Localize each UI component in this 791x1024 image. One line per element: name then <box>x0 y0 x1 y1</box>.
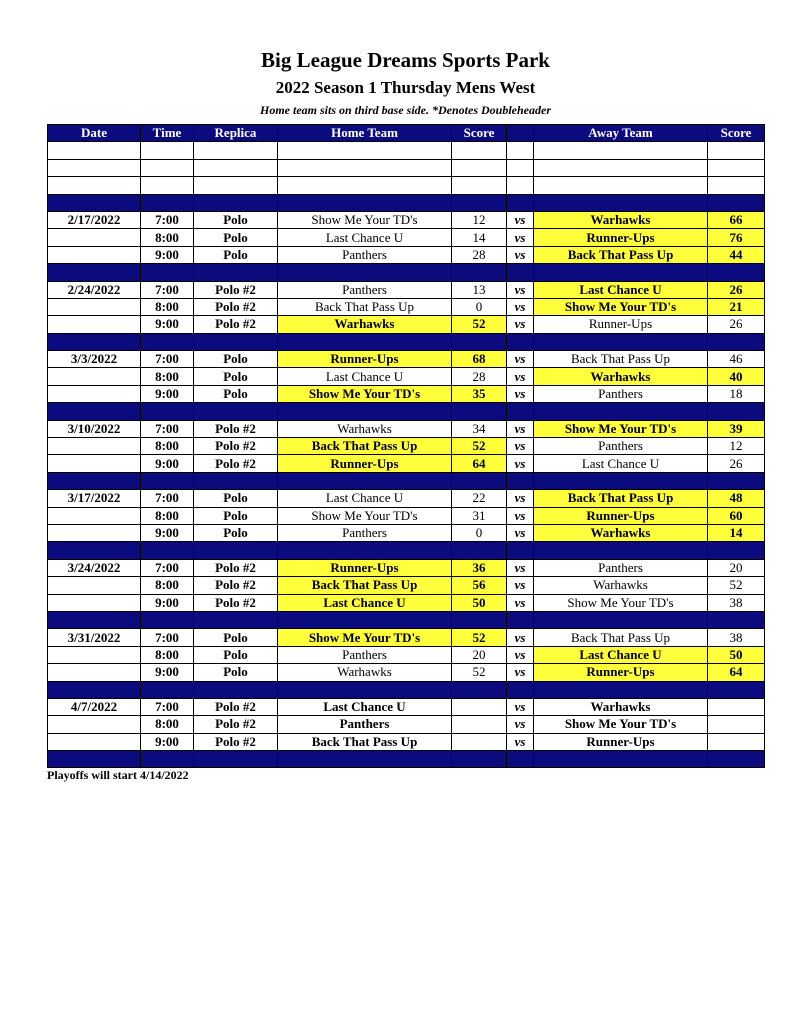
game-date-empty <box>48 524 141 541</box>
game-date-empty <box>48 716 141 733</box>
blank-row <box>48 177 765 194</box>
home-team: Show Me Your TD's <box>278 211 452 228</box>
away-team: Back That Pass Up <box>534 351 708 368</box>
home-team: Last Chance U <box>278 229 452 246</box>
home-score: 22 <box>452 490 507 507</box>
game-row <box>48 507 765 524</box>
home-score: 13 <box>452 281 507 298</box>
vs-label: vs <box>507 629 534 646</box>
away-team: Runner-Ups <box>534 507 708 524</box>
away-team: Show Me Your TD's <box>534 716 708 733</box>
game-date: 3/17/2022 <box>48 490 141 507</box>
home-score: 52 <box>452 664 507 681</box>
away-team: Show Me Your TD's <box>534 594 708 611</box>
game-date-empty <box>48 507 141 524</box>
vs-label: vs <box>507 281 534 298</box>
away-score: 26 <box>708 281 765 298</box>
away-score: 38 <box>708 594 765 611</box>
game-row <box>48 716 765 733</box>
home-team-note: Home team sits on third base side. *Denotes Doubleheader <box>260 103 551 117</box>
home-team: Panthers <box>278 246 452 263</box>
game-row <box>48 733 765 750</box>
home-team: Back That Pass Up <box>278 733 452 750</box>
column-header-away-team: Away Team <box>534 125 708 142</box>
week-separator-row <box>48 333 765 350</box>
vs-label: vs <box>507 733 534 750</box>
away-team: Panthers <box>534 385 708 402</box>
schedule-table <box>47 124 765 768</box>
game-row <box>48 316 765 333</box>
home-team: Last Chance U <box>278 368 452 385</box>
game-field: Polo #2 <box>194 316 278 333</box>
game-field: Polo <box>194 211 278 228</box>
game-field: Polo <box>194 507 278 524</box>
game-row <box>48 246 765 263</box>
game-field: Polo #2 <box>194 577 278 594</box>
schedule-body <box>48 142 765 768</box>
home-team: Back That Pass Up <box>278 298 452 315</box>
game-date: 3/31/2022 <box>48 629 141 646</box>
away-score: 20 <box>708 559 765 576</box>
game-date-empty <box>48 385 141 402</box>
game-date: 2/17/2022 <box>48 211 141 228</box>
game-time: 8:00 <box>141 368 194 385</box>
game-field: Polo #2 <box>194 716 278 733</box>
vs-label: vs <box>507 594 534 611</box>
game-date-empty <box>48 229 141 246</box>
game-field: Polo #2 <box>194 420 278 437</box>
game-row <box>48 664 765 681</box>
game-time: 9:00 <box>141 455 194 472</box>
away-team: Runner-Ups <box>534 664 708 681</box>
column-header-home-score: Score <box>452 125 507 142</box>
game-time: 8:00 <box>141 646 194 663</box>
game-time: 9:00 <box>141 246 194 263</box>
game-date-empty <box>48 316 141 333</box>
game-field: Polo <box>194 368 278 385</box>
week-separator-row <box>48 403 765 420</box>
blank-row <box>48 142 765 159</box>
game-field: Polo #2 <box>194 455 278 472</box>
game-row <box>48 524 765 541</box>
week-separator-row <box>48 264 765 281</box>
game-date-empty <box>48 298 141 315</box>
game-field: Polo #2 <box>194 438 278 455</box>
home-score <box>452 733 507 750</box>
away-team: Runner-Ups <box>534 733 708 750</box>
game-row <box>48 281 765 298</box>
game-row <box>48 351 765 368</box>
home-team: Panthers <box>278 281 452 298</box>
home-score: 56 <box>452 577 507 594</box>
game-date-empty <box>48 438 141 455</box>
game-field: Polo #2 <box>194 594 278 611</box>
home-team: Show Me Your TD's <box>278 507 452 524</box>
away-team: Last Chance U <box>534 646 708 663</box>
home-team: Back That Pass Up <box>278 577 452 594</box>
home-score: 36 <box>452 559 507 576</box>
away-score <box>708 698 765 715</box>
home-team: Runner-Ups <box>278 455 452 472</box>
away-score: 26 <box>708 455 765 472</box>
game-time: 8:00 <box>141 507 194 524</box>
away-team: Back That Pass Up <box>534 629 708 646</box>
game-field: Polo <box>194 229 278 246</box>
away-score: 46 <box>708 351 765 368</box>
game-row <box>48 385 765 402</box>
game-field: Polo #2 <box>194 298 278 315</box>
game-row <box>48 229 765 246</box>
vs-label: vs <box>507 559 534 576</box>
vs-label: vs <box>507 229 534 246</box>
game-row <box>48 490 765 507</box>
game-row <box>48 559 765 576</box>
game-time: 7:00 <box>141 698 194 715</box>
game-date-empty <box>48 733 141 750</box>
game-time: 7:00 <box>141 281 194 298</box>
away-score: 76 <box>708 229 765 246</box>
vs-label: vs <box>507 316 534 333</box>
home-score: 52 <box>452 316 507 333</box>
game-row <box>48 594 765 611</box>
vs-label: vs <box>507 351 534 368</box>
game-time: 7:00 <box>141 559 194 576</box>
column-header-time: Time <box>141 125 194 142</box>
playoffs-note: Playoffs will start 4/14/2022 <box>47 768 189 782</box>
away-team: Back That Pass Up <box>534 246 708 263</box>
vs-label: vs <box>507 420 534 437</box>
game-field: Polo #2 <box>194 698 278 715</box>
home-score: 0 <box>452 524 507 541</box>
away-score: 48 <box>708 490 765 507</box>
game-time: 7:00 <box>141 420 194 437</box>
away-team: Runner-Ups <box>534 229 708 246</box>
home-score: 64 <box>452 455 507 472</box>
column-header-replica: Replica <box>194 125 278 142</box>
game-row <box>48 368 765 385</box>
game-time: 7:00 <box>141 351 194 368</box>
home-team: Runner-Ups <box>278 559 452 576</box>
vs-label: vs <box>507 438 534 455</box>
vs-label: vs <box>507 646 534 663</box>
game-time: 9:00 <box>141 385 194 402</box>
away-team: Panthers <box>534 438 708 455</box>
game-time: 8:00 <box>141 298 194 315</box>
game-field: Polo <box>194 629 278 646</box>
game-date-empty <box>48 594 141 611</box>
week-separator-row <box>48 611 765 628</box>
home-score: 12 <box>452 211 507 228</box>
away-score: 14 <box>708 524 765 541</box>
game-date-empty <box>48 246 141 263</box>
game-row <box>48 298 765 315</box>
page-subtitle: 2022 Season 1 Thursday Mens West <box>275 78 536 97</box>
game-date: 4/7/2022 <box>48 698 141 715</box>
vs-label: vs <box>507 211 534 228</box>
vs-label: vs <box>507 577 534 594</box>
header-row <box>48 125 765 142</box>
home-team: Back That Pass Up <box>278 438 452 455</box>
game-row <box>48 420 765 437</box>
home-score: 14 <box>452 229 507 246</box>
game-field: Polo <box>194 664 278 681</box>
game-field: Polo <box>194 351 278 368</box>
game-time: 8:00 <box>141 229 194 246</box>
home-score <box>452 716 507 733</box>
away-score: 44 <box>708 246 765 263</box>
home-score: 31 <box>452 507 507 524</box>
blank-row <box>48 159 765 176</box>
game-date-empty <box>48 646 141 663</box>
game-row <box>48 211 765 228</box>
vs-label: vs <box>507 455 534 472</box>
game-time: 9:00 <box>141 594 194 611</box>
away-team: Warhawks <box>534 211 708 228</box>
home-team: Warhawks <box>278 316 452 333</box>
game-field: Polo <box>194 646 278 663</box>
game-date-empty <box>48 455 141 472</box>
away-team: Show Me Your TD's <box>534 420 708 437</box>
vs-label: vs <box>507 385 534 402</box>
away-team: Panthers <box>534 559 708 576</box>
away-score: 60 <box>708 507 765 524</box>
away-team: Warhawks <box>534 698 708 715</box>
away-team: Last Chance U <box>534 455 708 472</box>
away-score: 40 <box>708 368 765 385</box>
game-time: 9:00 <box>141 733 194 750</box>
column-header-home-team: Home Team <box>278 125 452 142</box>
home-team: Panthers <box>278 716 452 733</box>
column-header-vs <box>507 125 534 142</box>
away-score: 50 <box>708 646 765 663</box>
home-score: 20 <box>452 646 507 663</box>
vs-label: vs <box>507 298 534 315</box>
week-separator-row <box>48 681 765 698</box>
vs-label: vs <box>507 246 534 263</box>
away-score: 64 <box>708 664 765 681</box>
game-time: 9:00 <box>141 524 194 541</box>
home-team: Warhawks <box>278 420 452 437</box>
home-score: 28 <box>452 246 507 263</box>
home-team: Last Chance U <box>278 594 452 611</box>
away-score: 52 <box>708 577 765 594</box>
home-score: 68 <box>452 351 507 368</box>
game-field: Polo #2 <box>194 281 278 298</box>
away-score: 18 <box>708 385 765 402</box>
away-score: 12 <box>708 438 765 455</box>
away-score: 21 <box>708 298 765 315</box>
vs-label: vs <box>507 664 534 681</box>
game-time: 7:00 <box>141 629 194 646</box>
home-score: 50 <box>452 594 507 611</box>
column-header-away-score: Score <box>708 125 765 142</box>
game-date: 3/10/2022 <box>48 420 141 437</box>
column-header-date: Date <box>48 125 141 142</box>
week-separator-row <box>48 751 765 768</box>
home-team: Panthers <box>278 646 452 663</box>
week-separator-row <box>48 194 765 211</box>
page-title: Big League Dreams Sports Park <box>261 48 550 72</box>
week-separator-row <box>48 542 765 559</box>
game-row <box>48 438 765 455</box>
game-field: Polo <box>194 490 278 507</box>
home-team: Runner-Ups <box>278 351 452 368</box>
away-team: Back That Pass Up <box>534 490 708 507</box>
game-field: Polo <box>194 524 278 541</box>
vs-label: vs <box>507 698 534 715</box>
week-separator-row <box>48 472 765 489</box>
home-score: 52 <box>452 629 507 646</box>
away-team: Runner-Ups <box>534 316 708 333</box>
game-row <box>48 629 765 646</box>
game-row <box>48 646 765 663</box>
home-score: 34 <box>452 420 507 437</box>
away-score: 26 <box>708 316 765 333</box>
game-field: Polo #2 <box>194 559 278 576</box>
home-team: Warhawks <box>278 664 452 681</box>
game-row <box>48 577 765 594</box>
game-time: 9:00 <box>141 664 194 681</box>
game-date-empty <box>48 664 141 681</box>
away-score: 39 <box>708 420 765 437</box>
home-score <box>452 698 507 715</box>
game-date: 2/24/2022 <box>48 281 141 298</box>
game-time: 8:00 <box>141 577 194 594</box>
game-field: Polo <box>194 246 278 263</box>
game-row <box>48 455 765 472</box>
game-time: 9:00 <box>141 316 194 333</box>
away-team: Warhawks <box>534 577 708 594</box>
game-date-empty <box>48 368 141 385</box>
vs-label: vs <box>507 524 534 541</box>
home-score: 52 <box>452 438 507 455</box>
away-score: 38 <box>708 629 765 646</box>
home-team: Last Chance U <box>278 490 452 507</box>
game-date: 3/24/2022 <box>48 559 141 576</box>
game-time: 7:00 <box>141 211 194 228</box>
home-team: Show Me Your TD's <box>278 385 452 402</box>
game-field: Polo <box>194 385 278 402</box>
away-team: Show Me Your TD's <box>534 298 708 315</box>
home-team: Show Me Your TD's <box>278 629 452 646</box>
away-score <box>708 716 765 733</box>
away-team: Warhawks <box>534 368 708 385</box>
game-time: 7:00 <box>141 490 194 507</box>
game-time: 8:00 <box>141 716 194 733</box>
game-row <box>48 698 765 715</box>
vs-label: vs <box>507 507 534 524</box>
vs-label: vs <box>507 490 534 507</box>
game-date-empty <box>48 577 141 594</box>
away-team: Warhawks <box>534 524 708 541</box>
home-team: Panthers <box>278 524 452 541</box>
game-date: 3/3/2022 <box>48 351 141 368</box>
vs-label: vs <box>507 368 534 385</box>
away-score: 66 <box>708 211 765 228</box>
away-team: Last Chance U <box>534 281 708 298</box>
game-time: 8:00 <box>141 438 194 455</box>
home-team: Last Chance U <box>278 698 452 715</box>
vs-label: vs <box>507 716 534 733</box>
away-score <box>708 733 765 750</box>
home-score: 28 <box>452 368 507 385</box>
game-field: Polo #2 <box>194 733 278 750</box>
home-score: 35 <box>452 385 507 402</box>
home-score: 0 <box>452 298 507 315</box>
